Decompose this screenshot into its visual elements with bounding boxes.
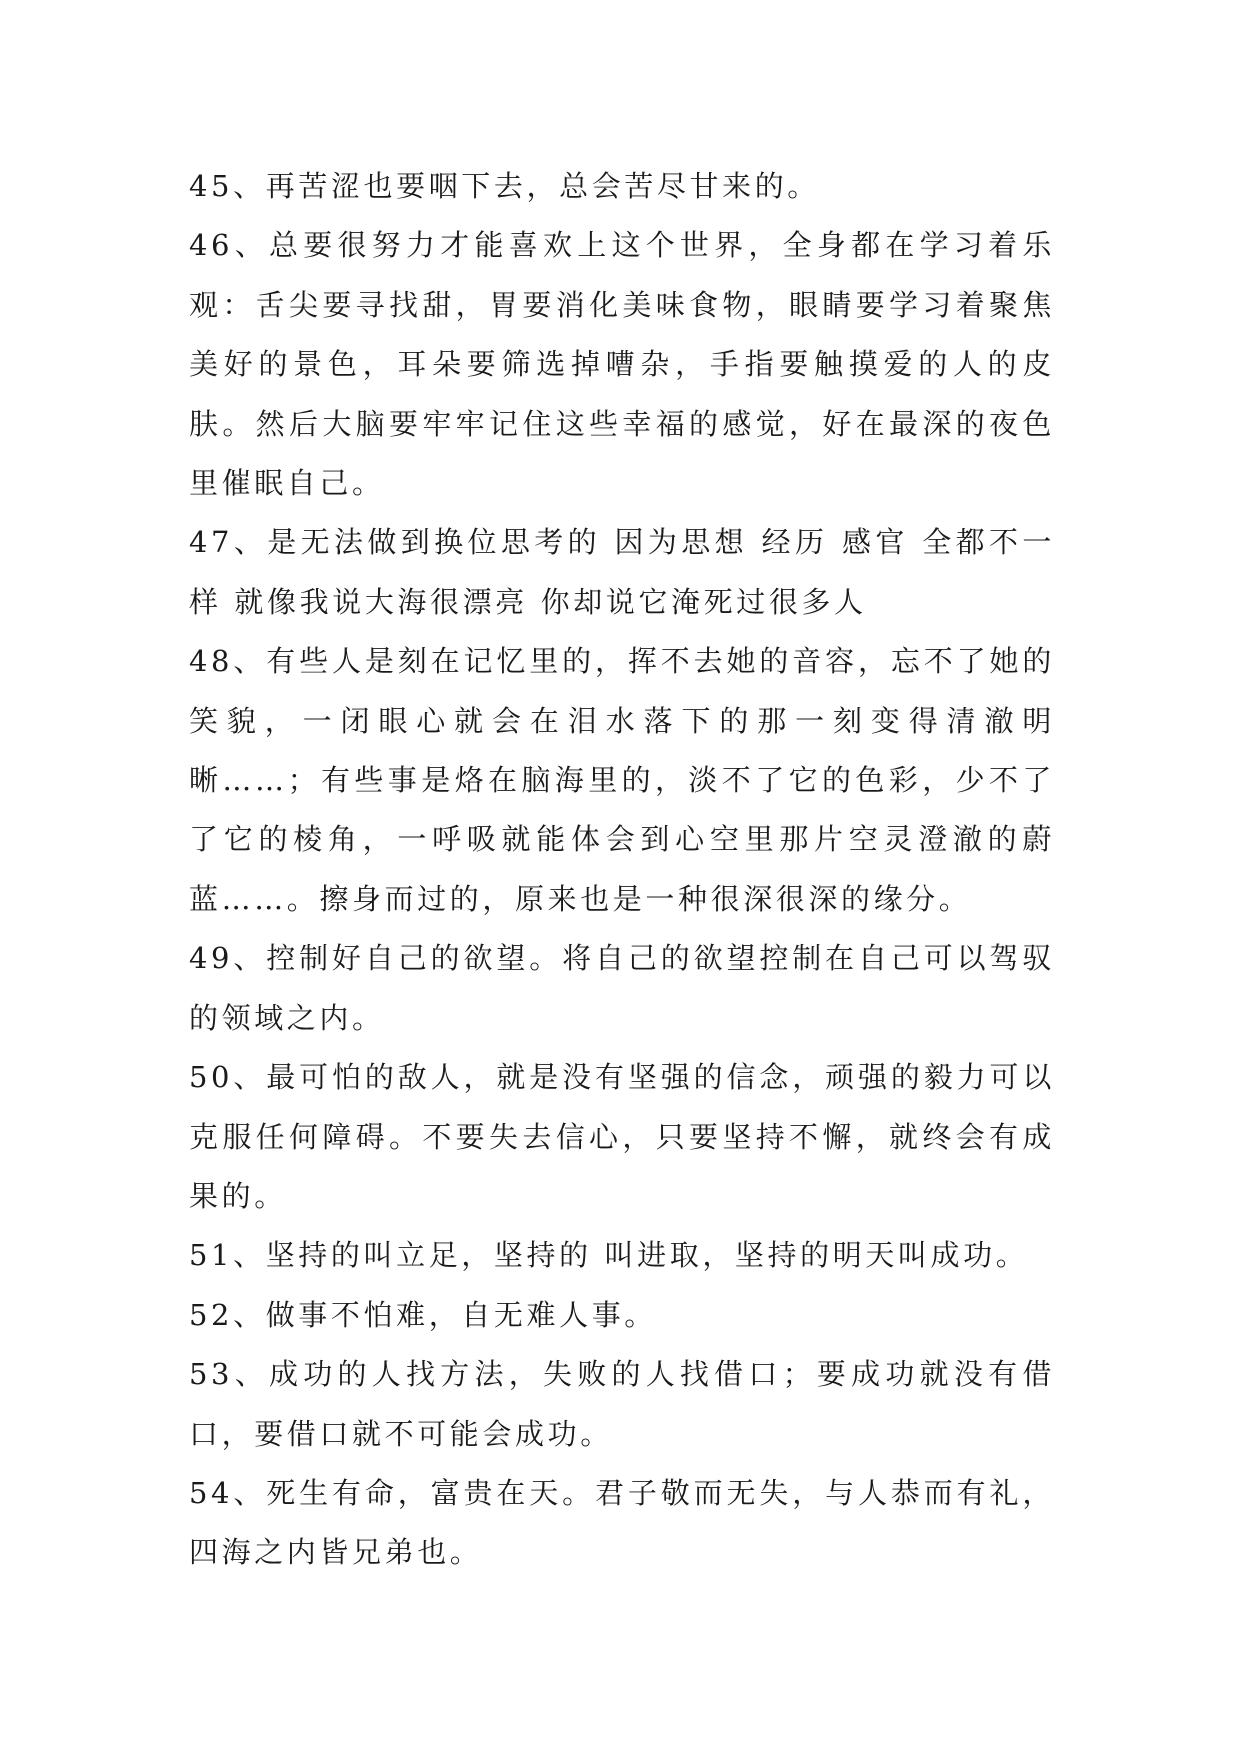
- quote-entry-47: 47、是无法做到换位思考的 因为思想 经历 感官 全都不一样 就像我说大海很漂亮 你却说它淹死过很多人: [189, 525, 1055, 619]
- document-body: [189, 157, 1055, 1583]
- quote-entry-52: 52、做事不怕难，自无难人事。: [189, 1297, 657, 1332]
- quote-entry-54: 54、死生有命，富贵在天。君子敬而无失，与人恭而有礼，四海之内皆兄弟也。: [189, 1475, 1055, 1570]
- quote-entry-53: 53、成功的人找方法，失败的人找借口；要成功就没有借口，要借口就不可能会成功。: [189, 1357, 1055, 1451]
- quote-entry-46: 46、总要很努力才能喜欢上这个世界，全身都在学习着乐观：舌尖要寻找甜，胃要消化美味食物，眼睛要学习着聚焦美好的景色，耳朵要筛选掉嘈杂，手指要触摸爱的人的皮肤。然后大脑要牢牢记住这些幸福的感觉，好在最深的夜色里催眠自己。: [189, 228, 1055, 501]
- quote-entry-48: 48、有些人是刻在记忆里的，挥不去她的音容，忘不了她的笑貌，一闭眼心就会在泪水落下的那一刻变得清澈明晰……；有些事是烙在脑海里的，淡不了它的色彩，少不了了它的棱角，一呼吸就能体会到心空里那片空灵澄澈的蔚蓝……。擦身而过的，原来也是一种很深很深的缘分。: [189, 644, 1055, 916]
- quote-entry-51: 51、坚持的叫立足，坚持的 叫进取，坚持的明天叫成功。: [189, 1238, 1029, 1273]
- quote-entry-50: 50、最可怕的敌人，就是没有坚强的信念，顽强的毅力可以克服任何障碍。不要失去信心，只要坚持不懈，就终会有成果的。: [189, 1060, 1055, 1213]
- quote-entry-49: 49、控制好自己的欲望。将自己的欲望控制在自己可以驾驭的领域之内。: [189, 941, 1055, 1035]
- quote-entry-45: 45、再苦涩也要咽下去，总会苦尽甘来的。: [189, 169, 820, 203]
